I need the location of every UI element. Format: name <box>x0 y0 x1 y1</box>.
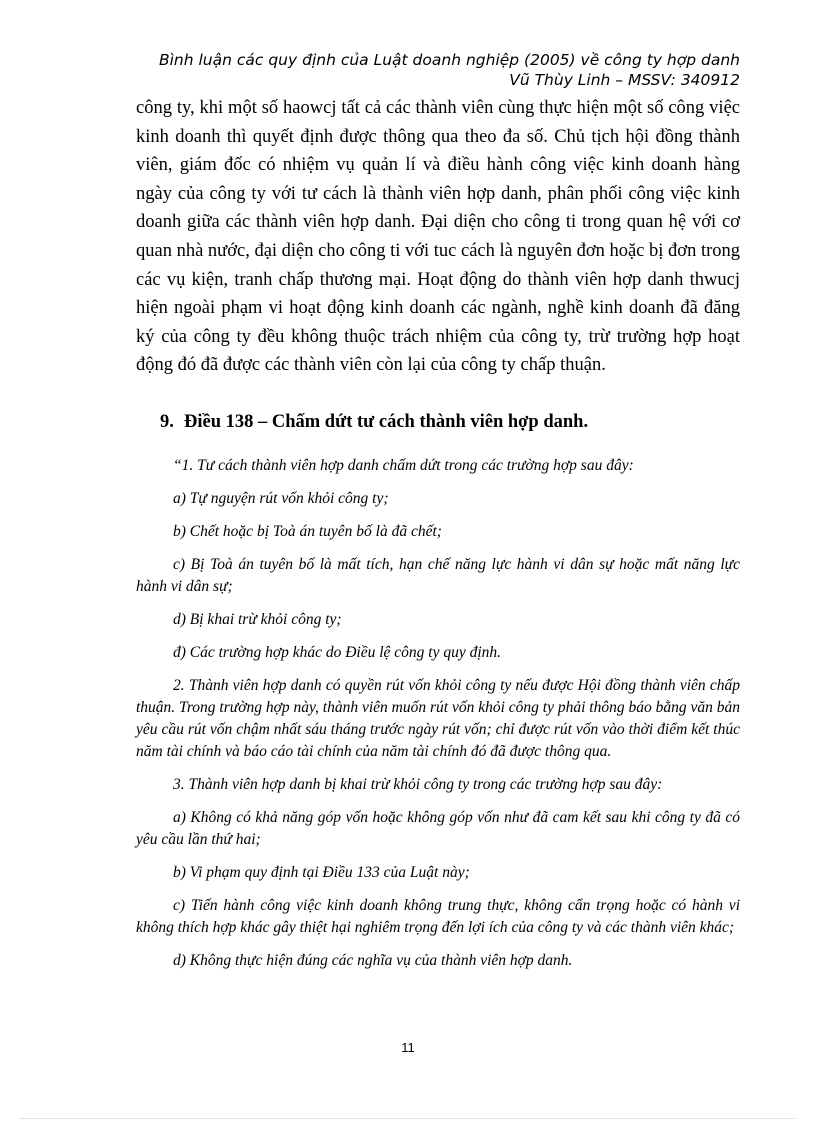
quote-line: c) Tiến hành công việc kinh doanh không trung thực, không cẩn trọng hoặc có hành vi không thích hợp khác gây thiệt hại nghiêm trọng đến lợi ích của công ty và các thành viên khác; <box>136 897 740 936</box>
header-title: Bình luận các quy định của Luật doanh nghiệp (2005) về công ty hợp danh <box>158 51 740 69</box>
page-bottom-divider <box>20 1118 796 1119</box>
section-title: Điều 138 – Chấm dứt tư cách thành viên hợp danh. <box>184 412 589 432</box>
quote-line: đ) Các trường hợp khác do Điều lệ công ty quy định. <box>173 644 502 661</box>
header-author: Vũ Thùy Linh – MSSV: 340912 <box>509 71 740 89</box>
running-header <box>120 50 740 90</box>
quote-line: d) Bị khai trừ khỏi công ty; <box>173 611 342 628</box>
section-number: 9. <box>160 412 174 432</box>
quote-line: a) Tự nguyện rút vốn khỏi công ty; <box>173 490 389 507</box>
quote-line: c) Bị Toà án tuyên bố là mất tích, hạn chế năng lực hành vi dân sự hoặc mất năng lực hành vi dân sự; <box>136 556 740 595</box>
quote-line: b) Chết hoặc bị Toà án tuyên bố là đã chết; <box>173 523 442 540</box>
section-heading <box>160 412 588 433</box>
quote-line: b) Vi phạm quy định tại Điều 133 của Luật này; <box>173 864 470 881</box>
quote-line: d) Không thực hiện đúng các nghĩa vụ của thành viên hợp danh. <box>173 952 573 969</box>
law-quote <box>136 455 740 983</box>
quote-line: “1. Tư cách thành viên hợp danh chấm dứt trong các trường hợp sau đây: <box>173 457 634 474</box>
quote-line: a) Không có khả năng góp vốn hoặc không góp vốn như đã cam kết sau khi công ty đã có yêu cầu lần thứ hai; <box>136 809 740 848</box>
quote-line: 2. Thành viên hợp danh có quyền rút vốn khỏi công ty nếu được Hội đồng thành viên chấp thuận. Trong trường hợp này, thành viên muốn rút vốn khỏi công ty phải thông báo bằng văn bản yêu cầu rút vốn chậm nhất sáu tháng trước ngày rút vốn; chỉ được rút vốn vào thời điểm kết thúc năm tài chính và báo cáo tài chính của năm tài chính đó đã được thông qua. <box>136 677 740 760</box>
quote-line: 3. Thành viên hợp danh bị khai trừ khỏi công ty trong các trường hợp sau đây: <box>173 776 663 793</box>
body-paragraph: công ty, khi một số haowcj tất cả các thành viên cùng thực hiện một số công việc kinh doanh thì quyết định được thông qua theo đa số. Chủ tịch hội đồng thành viên, giám đốc có nhiệm vụ quản lí và điều hành công việc kinh doanh hàng ngày của công ty với tư cách là thành viên hợp danh, phân phối công việc kinh doanh giữa các thành viên hợp danh. Đại diện cho công ti trong quan hệ với cơ quan nhà nước, đại diện cho công ti với tuc cách là nguyên đơn hoặc bị đơn trong các vụ kiện, tranh chấp thương mại. Hoạt động do thành viên hợp danh thwucj hiện ngoài phạm vi hoạt động kinh doanh các ngành, nghề kinh doanh đã đăng ký của công ty đều không thuộc trách nhiệm của công ty, trừ trường hợp hoạt động đó đã được các thành viên còn lại của công ty chấp thuận. <box>136 98 740 376</box>
page-number: 11 <box>401 1040 415 1055</box>
